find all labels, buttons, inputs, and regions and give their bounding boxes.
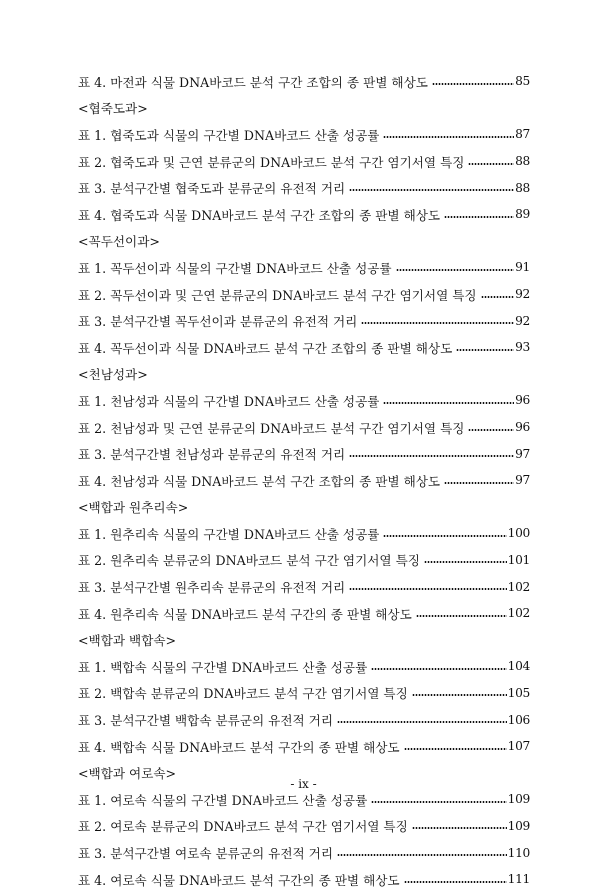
section-label: <천남성과> — [78, 367, 148, 383]
entry-title: 표 2. 원추리속 분류군의 DNA바코드 분석 구간 염기서열 특징 — [78, 553, 420, 569]
toc-entry[interactable] — [78, 148, 530, 175]
dot-leader — [481, 296, 515, 298]
entry-page-number: 109 — [507, 792, 530, 807]
toc-entry[interactable] — [78, 573, 530, 600]
entry-page-number: 102 — [507, 606, 530, 621]
dot-leader — [383, 402, 514, 404]
dot-leader — [404, 881, 507, 883]
toc-entry[interactable] — [78, 201, 530, 228]
entry-page-number: 100 — [507, 526, 530, 541]
entry-page-number: 102 — [507, 579, 530, 594]
toc-entry[interactable] — [78, 600, 530, 627]
toc-entry[interactable] — [78, 334, 530, 361]
entry-title: 표 2. 꼭두선이과 및 근연 분류군의 DNA바코드 분석 구간 염기서열 특징 — [78, 287, 477, 303]
dot-leader — [444, 216, 514, 218]
dot-leader — [432, 83, 514, 85]
toc-section-heading — [78, 361, 530, 388]
entry-title: 표 4. 백합속 식물 DNA바코드 분석 구간의 종 판별 해상도 — [78, 739, 400, 755]
toc-section-heading — [78, 95, 530, 122]
entry-title: 표 3. 분석구간별 원추리속 분류군의 유전적 거리 — [78, 580, 346, 596]
entry-page-number: 110 — [507, 845, 530, 860]
toc-entry[interactable] — [78, 254, 530, 281]
entry-title: 표 4. 천남성과 식물 DNA바코드 분석 구간 조합의 종 판별 해상도 — [78, 473, 441, 489]
dot-leader — [444, 482, 514, 484]
entry-title: 표 4. 원추리속 식물 DNA바코드 분석 구간의 종 판별 해상도 — [78, 606, 412, 622]
entry-page-number: 105 — [507, 685, 530, 700]
toc-entry[interactable] — [78, 520, 530, 547]
entry-title: 표 2. 천남성과 및 근연 분류군의 DNA바코드 분석 구간 염기서열 특징 — [78, 420, 465, 436]
entry-title: 표 3. 분석구간별 여로속 분류군의 유전적 거리 — [78, 846, 334, 862]
section-label: <백합과 여로속> — [78, 766, 177, 782]
dot-leader — [349, 588, 506, 590]
dot-leader — [468, 163, 514, 165]
entry-page-number: 85 — [515, 74, 530, 89]
entry-page-number: 97 — [515, 446, 530, 461]
toc-entry[interactable] — [78, 733, 530, 760]
dot-leader — [456, 349, 514, 351]
toc-section-heading — [78, 228, 530, 255]
dot-leader — [412, 827, 507, 829]
toc-entry[interactable] — [78, 813, 530, 840]
toc-entry[interactable] — [78, 121, 530, 148]
dot-leader — [416, 615, 507, 617]
toc-entry[interactable] — [78, 467, 530, 494]
dot-leader — [337, 721, 507, 723]
entry-page-number: 101 — [507, 552, 530, 567]
entry-title: 표 1. 여로속 식물의 구간별 DNA바코드 산출 성공률 — [78, 792, 368, 808]
toc-entry[interactable] — [78, 866, 530, 892]
section-label: <백합과 백합속> — [78, 633, 177, 649]
entry-page-number: 106 — [507, 712, 530, 727]
entry-title: 표 1. 천남성과 식물의 구간별 DNA바코드 산출 성공률 — [78, 393, 380, 409]
toc-entry[interactable] — [78, 680, 530, 707]
toc-entry[interactable] — [78, 547, 530, 574]
toc-entry[interactable] — [78, 174, 530, 201]
toc-entry[interactable] — [78, 68, 530, 95]
entry-title: 표 1. 백합속 식물의 구간별 DNA바코드 산출 성공률 — [78, 659, 368, 675]
entry-page-number: 96 — [515, 393, 530, 408]
table-of-contents — [78, 68, 530, 892]
entry-title: 표 3. 분석구간별 꼭두선이과 분류군의 유전적 거리 — [78, 314, 358, 330]
toc-entry[interactable] — [78, 414, 530, 441]
dot-leader — [424, 561, 507, 563]
entry-title: 표 1. 협죽도과 식물의 구간별 DNA바코드 산출 성공률 — [78, 127, 380, 143]
toc-entry[interactable] — [78, 440, 530, 467]
entry-title: 표 3. 분석구간별 천남성과 분류군의 유전적 거리 — [78, 447, 346, 463]
toc-entry[interactable] — [78, 307, 530, 334]
toc-entry[interactable] — [78, 653, 530, 680]
entry-title: 표 4. 협죽도과 식물 DNA바코드 분석 구간 조합의 종 판별 해상도 — [78, 207, 441, 223]
dot-leader — [383, 136, 514, 138]
entry-page-number: 107 — [507, 739, 530, 754]
section-label: <꼭두선이과> — [78, 234, 160, 250]
section-label: <협죽도과> — [78, 101, 148, 117]
entry-title: 표 2. 백합속 분류군의 DNA바코드 분석 구간 염기서열 특징 — [78, 686, 408, 702]
entry-title: 표 2. 여로속 분류군의 DNA바코드 분석 구간 염기서열 특징 — [78, 819, 408, 835]
entry-page-number: 93 — [515, 340, 530, 355]
toc-section-heading — [78, 494, 530, 521]
dot-leader — [337, 854, 507, 856]
dot-leader — [371, 668, 506, 670]
toc-entry[interactable] — [78, 281, 530, 308]
entry-title: 표 3. 분석구간별 협죽도과 분류군의 유전적 거리 — [78, 181, 346, 197]
dot-leader — [349, 189, 514, 191]
toc-entry[interactable] — [78, 706, 530, 733]
entry-page-number: 88 — [515, 180, 530, 195]
entry-page-number: 88 — [515, 154, 530, 169]
dot-leader — [349, 455, 514, 457]
entry-title: 표 1. 꼭두선이과 식물의 구간별 DNA바코드 산출 성공률 — [78, 260, 392, 276]
dot-leader — [383, 535, 506, 537]
dot-leader — [371, 801, 506, 803]
toc-section-heading — [78, 626, 530, 653]
page-number: - ix - — [290, 777, 317, 791]
dot-leader — [412, 694, 507, 696]
dot-leader — [404, 748, 507, 750]
toc-entry[interactable] — [78, 387, 530, 414]
entry-title: 표 2. 협죽도과 및 근연 분류군의 DNA바코드 분석 구간 염기서열 특징 — [78, 154, 465, 170]
entry-page-number: 97 — [515, 473, 530, 488]
entry-page-number: 111 — [507, 872, 530, 887]
entry-page-number: 92 — [515, 287, 530, 302]
entry-title: 표 1. 원추리속 식물의 구간별 DNA바코드 산출 성공률 — [78, 526, 380, 542]
entry-page-number: 104 — [507, 659, 530, 674]
entry-title: 표 4. 여로속 식물 DNA바코드 분석 구간의 종 판별 해상도 — [78, 872, 400, 888]
section-label: <백합과 원추리속> — [78, 500, 189, 516]
entry-page-number: 91 — [515, 260, 530, 275]
entry-title: 표 3. 분석구간별 백합속 분류군의 유전적 거리 — [78, 713, 334, 729]
dot-leader — [396, 269, 515, 271]
dot-leader — [468, 429, 514, 431]
entry-page-number: 109 — [507, 818, 530, 833]
entry-page-number: 87 — [515, 127, 530, 142]
entry-page-number: 89 — [515, 207, 530, 222]
dot-leader — [361, 322, 514, 324]
entry-page-number: 96 — [515, 420, 530, 435]
toc-entry[interactable] — [78, 839, 530, 866]
entry-title: 표 4. 꼭두선이과 식물 DNA바코드 분석 구간 조합의 종 판별 해상도 — [78, 340, 453, 356]
entry-page-number: 92 — [515, 313, 530, 328]
entry-title: 표 4. 마전과 식물 DNA바코드 분석 구간 조합의 종 판별 해상도 — [78, 74, 428, 90]
